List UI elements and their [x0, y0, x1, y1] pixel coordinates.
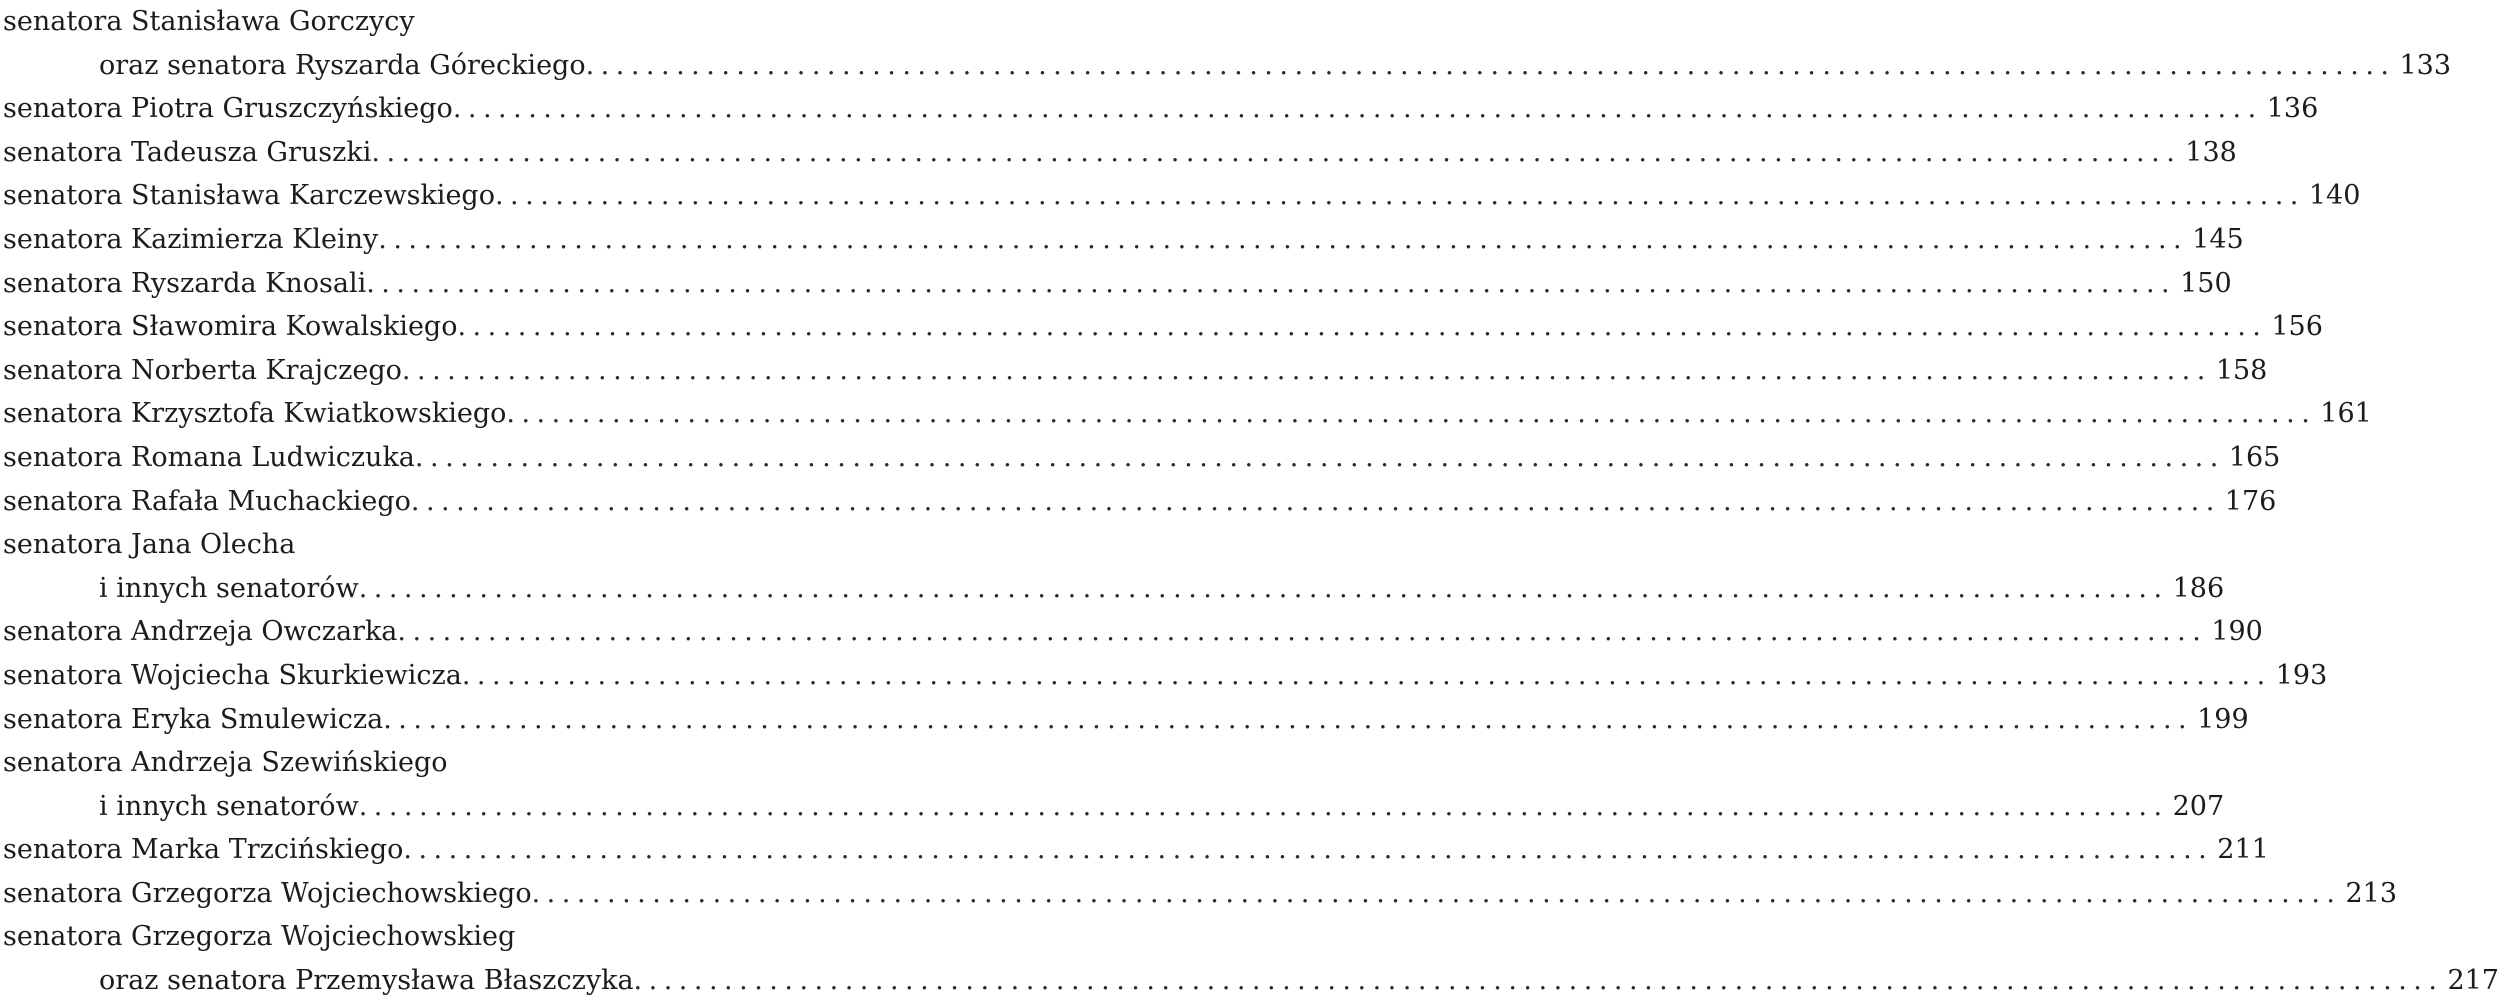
toc-page-number: 158 — [2215, 354, 2268, 386]
toc-entry-title: senatora Andrzeja Szewińskiego — [3, 747, 448, 779]
toc-entry — [3, 0, 956, 44]
toc-entry-title: senatora Jana Olecha — [3, 529, 296, 561]
dot-leader: ........................................................................................................................ — [531, 877, 2342, 909]
toc-entry — [3, 915, 956, 959]
toc-page-number: 190 — [2211, 616, 2263, 648]
toc-entry-title: senatora Sławomira Kowalskiego — [3, 311, 458, 343]
toc-page-number: 156 — [2271, 311, 2323, 343]
toc-entry — [3, 480, 2277, 524]
dot-leader: ........................................................................................................................ — [585, 49, 2396, 81]
toc-page-number: 199 — [2197, 703, 2249, 735]
toc-entry-title: i innych senatorów — [99, 572, 359, 604]
toc-entry — [3, 262, 2232, 306]
toc-entry-title: senatora Eryka Smulewicza — [3, 703, 384, 735]
toc-page-number: 140 — [2308, 180, 2361, 212]
toc-entry — [3, 785, 2225, 829]
toc-entry — [3, 654, 2328, 698]
toc-entry — [3, 567, 2225, 611]
toc-entry-title: senatora Stanisława Gorczycy — [3, 6, 415, 37]
toc-entry — [3, 305, 2323, 349]
toc-entry-title: oraz senatora Ryszarda Góreckiego — [99, 49, 586, 81]
dot-leader: ........................................................................................................................ — [506, 398, 2317, 430]
dot-leader: ........................................................................................................................ — [633, 965, 2444, 997]
toc-entry-title: senatora Piotra Gruszczyńskiego — [3, 93, 453, 125]
toc-entry — [3, 523, 956, 567]
toc-entry-title: senatora Krzysztofa Kwiatkowskiego — [3, 398, 507, 430]
toc-entry — [3, 436, 2281, 480]
toc-entry — [3, 44, 2452, 88]
dot-leader: ........................................................................................................................ — [378, 223, 2189, 255]
table-of-contents — [3, 0, 2499, 1003]
dot-leader: ........................................................................................................................ — [397, 616, 2208, 648]
toc-page-number: 176 — [2224, 485, 2277, 517]
dot-leader: ........................................................................................................................ — [457, 311, 2268, 343]
toc-page-number: 161 — [2320, 398, 2372, 430]
toc-page-number: 207 — [2172, 790, 2225, 822]
dot-leader: ........................................................................................................................ — [461, 659, 2272, 691]
toc-entry — [3, 218, 2244, 262]
dot-leader: ........................................................................................................................ — [358, 572, 2169, 604]
dot-leader: ........................................................................................................................ — [383, 703, 2194, 735]
dot-leader: ........................................................................................................................ — [401, 354, 2212, 386]
toc-page-number: 193 — [2275, 659, 2328, 691]
toc-entry-title: senatora Stanisława Karczewskiego — [3, 180, 495, 212]
dot-leader: ........................................................................................................................ — [371, 136, 2182, 168]
toc-entry-title: senatora Tadeusza Gruszki — [3, 136, 372, 168]
dot-leader: ........................................................................................................................ — [358, 790, 2169, 822]
dot-leader: ........................................................................................................................ — [410, 485, 2221, 517]
toc-page-number: 145 — [2192, 223, 2244, 255]
toc-entry — [3, 87, 2319, 131]
toc-entry-title: senatora Rafała Muchackiego — [3, 485, 411, 517]
toc-entry-title: senatora Norberta Krajczego — [3, 354, 402, 386]
toc-entry — [3, 131, 2237, 175]
toc-page-number: 138 — [2185, 136, 2237, 168]
toc-entry-title: oraz senatora Przemysława Błaszczyka — [99, 965, 634, 997]
toc-entry-title: senatora Andrzeja Owczarka — [3, 616, 398, 648]
dot-leader: ........................................................................................................................ — [403, 834, 2214, 866]
dot-leader: ........................................................................................................................ — [366, 267, 2177, 299]
toc-page-number: 186 — [2172, 572, 2225, 604]
toc-entry-title: senatora Ryszarda Knosali — [3, 267, 367, 299]
toc-page-number: 213 — [2345, 877, 2398, 909]
toc-entry — [3, 872, 2398, 916]
toc-page-number: 133 — [2399, 49, 2452, 81]
toc-entry-title: senatora Grzegorza Wojciechowskiego — [3, 877, 532, 909]
toc-entry-title: senatora Romana Ludwiczuka — [3, 441, 415, 473]
dot-leader: ........................................................................................................................ — [494, 180, 2305, 212]
toc-entry-title: senatora Grzegorza Wojciechowskieg — [3, 921, 516, 953]
toc-entry-title: i innych senatorów — [99, 790, 359, 822]
toc-entry — [3, 828, 2269, 872]
toc-entry-title: senatora Marka Trzcińskiego — [3, 834, 404, 866]
toc-page-number: 136 — [2266, 93, 2319, 125]
toc-entry-title: senatora Kazimierza Kleiny — [3, 223, 379, 255]
toc-page-number: 150 — [2180, 267, 2232, 299]
toc-entry — [3, 174, 2361, 218]
toc-entry — [3, 959, 2499, 1003]
toc-page-number: 165 — [2228, 441, 2281, 473]
dot-leader: ........................................................................................................................ — [452, 93, 2263, 125]
toc-page-number: 211 — [2217, 834, 2269, 866]
toc-entry — [3, 698, 2249, 742]
toc-entry — [3, 349, 2268, 393]
toc-entry — [3, 392, 2372, 436]
toc-entry — [3, 741, 956, 785]
toc-entry — [3, 610, 2263, 654]
toc-entry-title: senatora Wojciecha Skurkiewicza — [3, 659, 462, 691]
toc-page-number: 217 — [2447, 965, 2499, 997]
dot-leader: ........................................................................................................................ — [414, 441, 2225, 473]
